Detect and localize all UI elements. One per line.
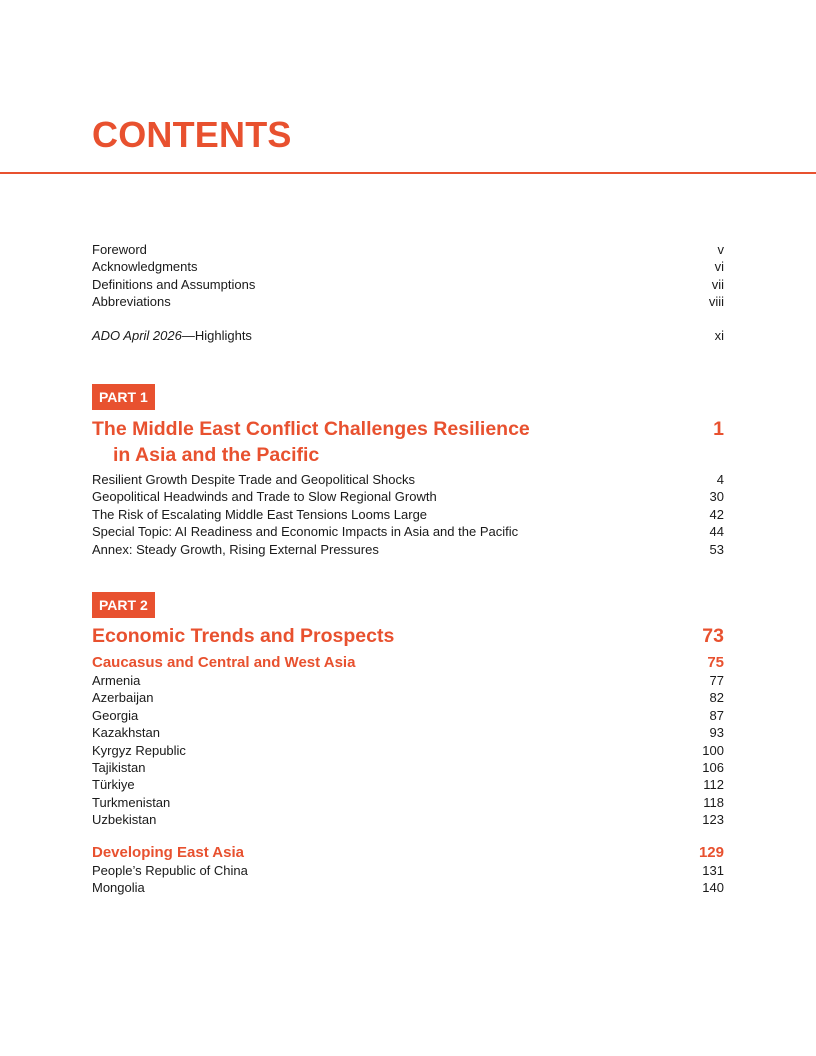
toc-entry-label	[92, 327, 252, 344]
toc-entry[interactable]	[92, 689, 724, 706]
region-page: 129	[698, 843, 724, 861]
toc-entry[interactable]	[92, 488, 724, 505]
highlights-rest: —Highlights	[181, 328, 252, 343]
toc-entry-page: 112	[703, 777, 724, 793]
toc-entry-page: viii	[708, 294, 724, 310]
part1-page: 1	[713, 418, 724, 440]
highlights-block	[92, 327, 724, 344]
toc-entry-foreword[interactable]	[92, 241, 724, 258]
part1-badge: PART 1	[92, 384, 155, 410]
region-name: Caucasus and Central and West Asia	[92, 654, 356, 671]
toc-entry[interactable]	[92, 724, 724, 741]
toc-entry-label: Kazakhstan	[92, 725, 160, 741]
toc-entry-label: Armenia	[92, 673, 141, 688]
toc-entry-acknowledgments[interactable]	[92, 258, 724, 275]
toc-entry-label: Resilient Growth Despite Trade and Geopolitical Shocks	[92, 472, 415, 487]
toc-entry-label: Abbreviations	[92, 294, 171, 310]
part2-title: Economic Trends and Prospects	[92, 625, 395, 647]
toc-entry-page: v	[717, 242, 724, 257]
toc-entry-label: Uzbekistan	[92, 812, 157, 828]
toc-entry[interactable]	[92, 471, 724, 488]
toc-entry-page: vi	[714, 259, 724, 275]
toc-entry[interactable]	[92, 523, 724, 540]
toc-entry-page: 131	[702, 862, 724, 878]
toc-entry[interactable]	[92, 506, 724, 523]
toc-entry-page: 30	[709, 489, 724, 505]
toc-entry-label: Special Topic: AI Readiness and Economic Impacts in Asia and the Pacific	[92, 524, 519, 540]
region-heading-caucasus[interactable]	[92, 653, 724, 672]
toc-entry[interactable]	[92, 742, 724, 759]
toc-entry-page: 123	[702, 812, 724, 828]
toc-entry[interactable]	[92, 862, 724, 879]
toc-entry-abbreviations[interactable]	[92, 293, 724, 310]
toc-entry[interactable]	[92, 794, 724, 811]
part2-title-entry[interactable]	[92, 623, 724, 649]
toc-entry[interactable]	[92, 879, 724, 896]
toc-entry-label: Annex: Steady Growth, Rising External Pressures	[92, 541, 379, 557]
toc-entry-label: Geopolitical Headwinds and Trade to Slow Regional Growth	[92, 489, 437, 505]
toc-entry-label: Georgia	[92, 707, 139, 723]
toc-entry-label: Tajikistan	[92, 760, 146, 776]
toc-entry-label: Mongolia	[92, 880, 145, 896]
toc-entry-page: 4	[716, 472, 724, 487]
region-heading-east-asia[interactable]	[92, 843, 724, 862]
part1-section	[92, 384, 724, 558]
region-page: 75	[707, 654, 724, 671]
page-title: CONTENTS	[92, 114, 292, 155]
toc-entry-page: 118	[703, 794, 724, 810]
toc-entry-label: Türkiye	[92, 777, 135, 793]
toc-entry-label: Azerbaijan	[92, 690, 154, 706]
toc-entry-label: People’s Republic of China	[92, 862, 248, 878]
region-name: Developing East Asia	[92, 843, 244, 861]
part2-section	[92, 592, 724, 896]
toc-entry[interactable]	[92, 776, 724, 793]
toc-entry-page: 82	[709, 690, 724, 706]
part2-page: 73	[702, 625, 724, 647]
toc-entry-page: 42	[709, 506, 724, 522]
toc-entry-page: 53	[709, 541, 724, 557]
toc-entry-page: 44	[709, 524, 724, 540]
front-matter-list	[92, 241, 724, 311]
toc-entry-highlights[interactable]	[92, 327, 724, 344]
toc-entry[interactable]	[92, 672, 724, 689]
toc-entry[interactable]	[92, 707, 724, 724]
title-rule	[0, 172, 816, 174]
toc-entry[interactable]	[92, 759, 724, 776]
part1-title-line1: The Middle East Conflict Challenges Resilience	[92, 418, 530, 440]
toc-entry-page: 100	[702, 742, 724, 758]
toc-entry-label: Foreword	[92, 242, 147, 257]
toc-entry-page: xi	[714, 328, 724, 343]
toc-entry-label: Turkmenistan	[92, 794, 171, 810]
toc-entry-page: 87	[709, 707, 724, 723]
toc-entry-page: 106	[702, 760, 724, 776]
toc-entry-label: Kyrgyz Republic	[92, 742, 186, 758]
toc-entry-page: 140	[702, 880, 724, 896]
toc-entry-definitions[interactable]	[92, 276, 724, 293]
toc-entry-label: Acknowledgments	[92, 259, 198, 275]
highlights-italic: ADO April 2026	[92, 328, 182, 343]
toc-entry-label: Definitions and Assumptions	[92, 276, 256, 292]
toc-entry-page: 77	[709, 673, 724, 688]
toc-entry[interactable]	[92, 541, 724, 558]
toc-entry-page: vii	[711, 276, 724, 292]
part2-badge: PART 2	[92, 592, 155, 618]
toc-entry[interactable]	[92, 811, 724, 828]
part1-title	[92, 416, 532, 468]
part1-title-line2: in Asia and the Pacific	[113, 444, 320, 466]
toc-entry-page: 93	[709, 725, 724, 741]
part1-title-entry[interactable]	[92, 416, 724, 468]
toc-entry-label: The Risk of Escalating Middle East Tensions Looms Large	[92, 506, 428, 522]
